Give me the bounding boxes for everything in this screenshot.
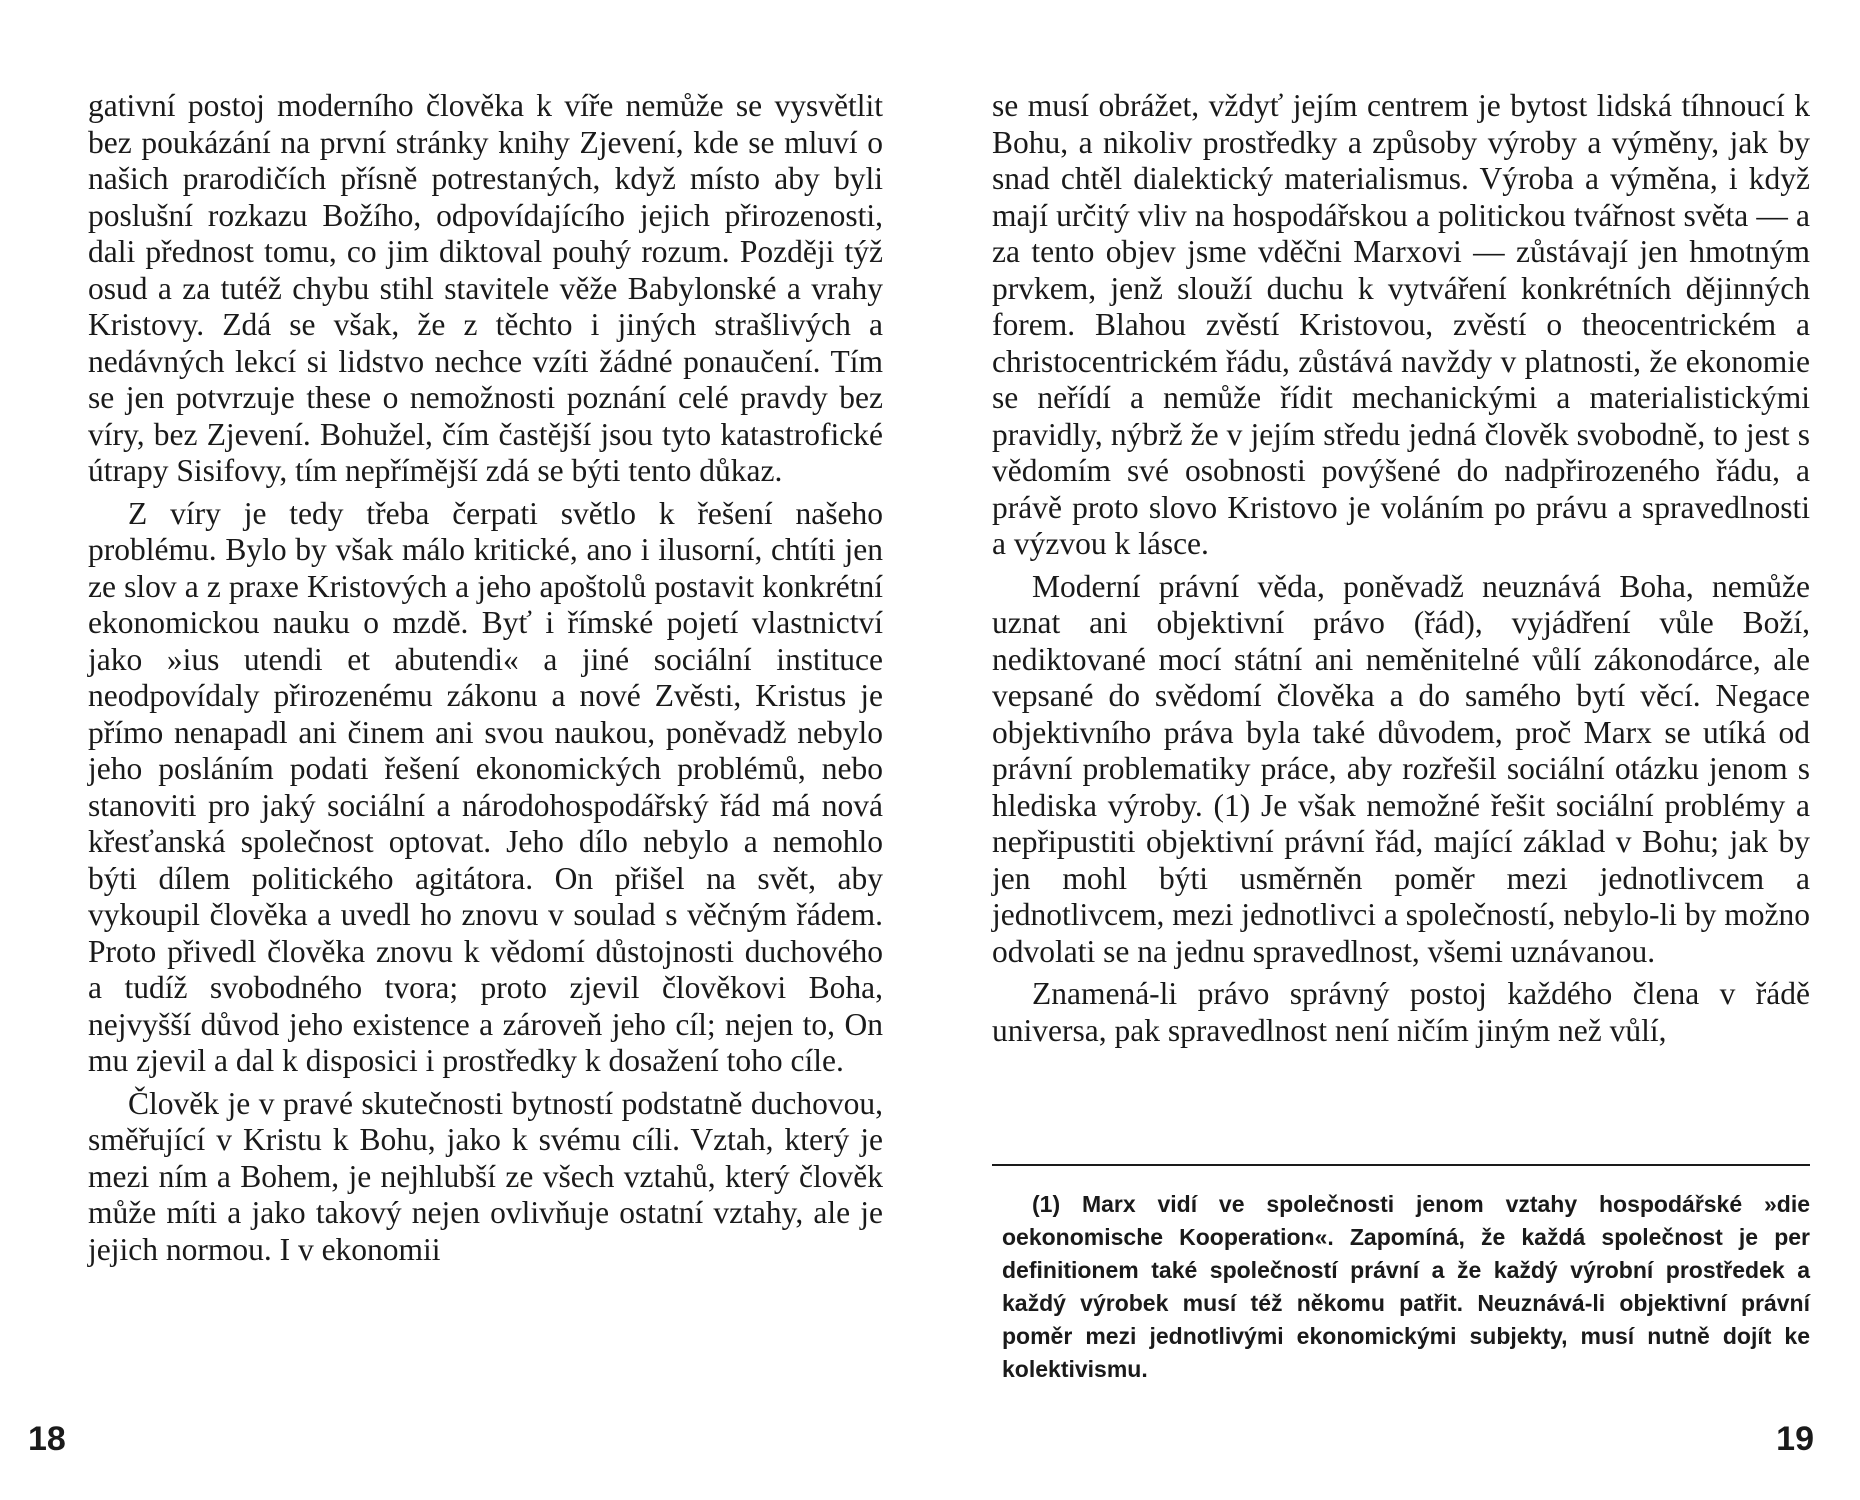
right-page-text	[992, 88, 1810, 1055]
left-paragraph-2: Z víry je tedy třeba čerpati světlo k řešení našeho problému. Bylo by však málo kritické, ano i ilusorní, chtíti jen ze slov a z praxe Kristových a jeho apoštolů postavit konkrétní ekonomickou nauku o mzdě. Byť i římské pojetí vlastnictví jako »ius utendi et abutendi« a jiné sociální instituce neodpovídaly přirozenému zákonu a nové Zvěsti, Kristus je přímo nenapadl ani činem ani svou naukou, poněvadž nebylo jeho posláním podati řešení ekonomických problémů, nebo stanoviti pro jaký sociální a národohospodářský řád má nová křesťanská společnost optovat. Jeho dílo nebylo a nemohlo býti dílem politického agitátora. On přišel na svět, aby vykoupil člověka a uvedl ho znovu v soulad s věčným řádem. Proto přivedl člověka znovu k vědomí důstojnosti duchového a tudíž svobodného tvora; proto zjevil člověkovi Boha, nejvyšší důvod jeho existence a zároveň jeho cíl; nejen to, On mu zjevil a dal k disposici i prostředky k dosažení toho cíle.	[88, 495, 883, 1078]
right-paragraph-3: Znamená-li právo správný postoj každého člena v řádě universa, pak spravedlnost není ničím jiným než vůlí,	[992, 976, 1810, 1048]
right-paragraph-2: Moderní právní věda, poněvadž neuznává Boha, nemůže uznat ani objektivní právo (řád), vyjádření vůle Boží, nediktované mocí státní ani neměnitelné vůlí zákonodárce, ale vepsané do svědomí člověka a do samého bytí věcí. Negace objektivního práva byla také důvodem, proč Marx se utíká od právní problematiky práce, aby rozřešil sociální otázku jenom s hlediska výroby. (1) Je však nemožné řešit sociální problémy a nepřipustiti objektivní právní řád, mající základ v Bohu; jak by jen mohl býti usměrněn poměr mezi jednotlivcem a jednotlivcem, mezi jednotlivci a společností, nebylo-li by možno odvolati se na jednu spravedlnost, všemi uznávanou.	[992, 568, 1810, 969]
right-paragraph-1: se musí obrážet, vždyť jejím centrem je bytost lidská tíhnoucí k Bohu, a nikoliv prostředky a způsoby výroby a výměny, jak by snad chtěl dialektický materialismus. Výroba a výměna, i když mají určitý vliv na hospodářskou a politickou tvářnost světa — a za tento objev jsme vděčni Marxovi — zůstávají jen hmotným prvkem, jenž slouží duchu k vytváření konkrétních dějinných forem. Blahou zvěstí Kristovou, zvěstí o theocentrickém a christocentrickém řádu, zůstává navždy v platnosti, že ekonomie se neřídí a nemůže řídit mechanickými a materialistickými pravidly, nýbrž že v jejím středu jedná člověk svobodně, to jest s vědomím své osobnosti povýšené do nadpřirozeného řádu, a právě proto slovo Kristovo je voláním po právu a spravedlnosti a výzvou k lásce.	[992, 88, 1810, 561]
left-paragraph-3: Člověk je v pravé skutečnosti bytností podstatně duchovou, směřující v Kristu k Bohu, jako k svému cíli. Vztah, který je mezi ním a Bohem, je nejhlubší ze všech vztahů, který člověk může míti a jako takový nejen ovlivňuje ostatní vztahy, ale je jejich normou. I v ekonomii	[88, 1085, 883, 1267]
footnote-text: (1) Marx vidí ve společnosti jenom vztahy hospodářské »die oekonomische Kooperation«. Zapomíná, že každá společnost je per definitionem také společností právní a že každý výrobní prostředek a každý výrobek musí též někomu patřit. Neuznává-li objektivní právní poměr mezi jednotlivými ekonomickými subjekty, musí nutně dojít ke kolektivismu.	[1002, 1191, 1810, 1382]
right-page	[930, 0, 1860, 1500]
footnote	[1002, 1188, 1810, 1386]
footnote-divider	[992, 1164, 1810, 1166]
right-page-number: 19	[1776, 1420, 1814, 1458]
left-page-number: 18	[28, 1420, 66, 1458]
left-page-text	[88, 88, 883, 1274]
left-paragraph-1: gativní postoj moderního člověka k víře nemůže se vysvětlit bez poukázání na první stránky knihy Zjevení, kde se mluví o našich prarodičích přísně potrestaných, když místo aby byli poslušní rozkazu Božího, odpovídajícího jejich přirozenosti, dali přednost tomu, co jim diktoval pouhý rozum. Později týž osud a za tutéž chybu stihl stavitele věže Babylonské a vrahy Kristovy. Zdá se však, že z těchto i jiných strašlivých a nedávných lekcí si lidstvo nechce vzíti žádné ponaučení. Tím se jen potvrzuje these o nemožnosti poznání celé pravdy bez víry, bez Zjevení. Bohužel, čím častější jsou tyto katastrofické útrapy Sisifovy, tím nepřímější zdá se býti tento důkaz.	[88, 88, 883, 488]
